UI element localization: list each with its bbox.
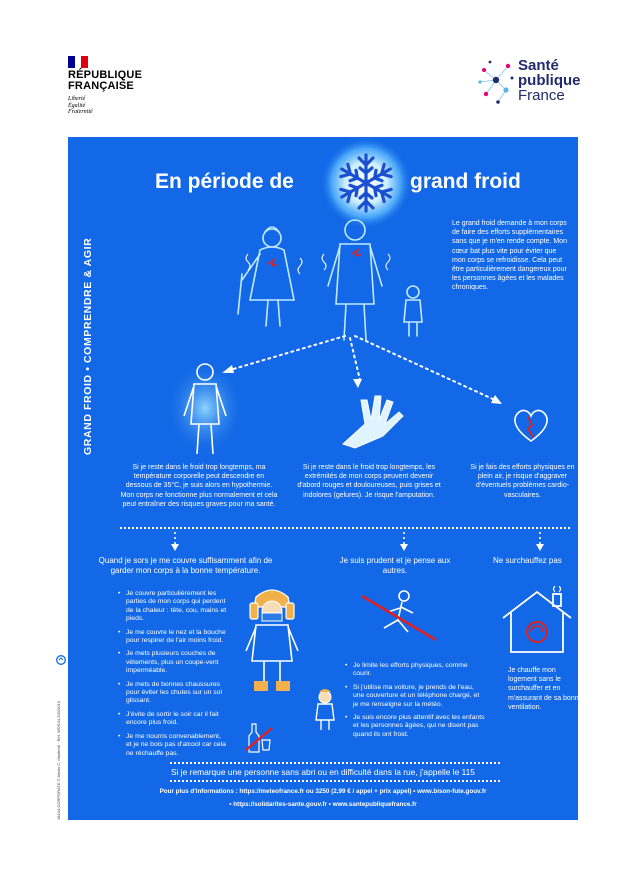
spf-line: publique: [518, 72, 581, 89]
dotted-divider: [170, 780, 500, 782]
child-illustration: [310, 688, 340, 732]
dotted-divider: [120, 527, 570, 529]
republic-name: [68, 70, 142, 92]
heading-prudent: Je suis prudent et je pense aux autres.: [339, 556, 451, 575]
heating-text: Je chauffe mon logement sans le surchauffer et en m'assurant de sa bonne ventilation.: [508, 667, 583, 711]
spf-line: France: [518, 87, 565, 104]
list-item: • J'évite de sortir le soir car il fait encore plus froid.: [118, 711, 228, 728]
heading-heating: Ne surchauffez pas: [493, 556, 562, 565]
intro-text: Le grand froid demande à mon corps de faire des efforts supplémentaires sans que je m'en rende compte. Mon cœur bat plus vite pour éviter que mon corps se refroidisse. Cela peut être particulièrement dangereux pour les personnes âgées et les malades chroniques.: [452, 220, 567, 292]
side-title: [82, 210, 100, 455]
credits-text: 18104-CORPORATE © Alexis C. Manfredi · Réf. WOS44-2002/010: [56, 701, 61, 820]
side-title-text: GRAND FROID • COMPRENDRE & AGIR: [82, 237, 94, 455]
french-flag-icon: [68, 56, 88, 68]
republic-name-line: FRANÇAISE: [68, 80, 134, 92]
spf-wordmark: [518, 58, 581, 103]
republic-motto: [68, 96, 93, 116]
footer-info: Pour plus d'informations : https://meteofrance.fr ou 3250 (2,99 € / appel + prix appel) • www.bison-fute.gouv.fr: [159, 788, 487, 795]
list-item: • Je couvre particulièrement les parties de mon corps qui perdent de la chaleur : tête, cou, mains et pieds.: [118, 590, 228, 624]
motto-line: Liberté: [68, 96, 86, 102]
credits: [56, 620, 66, 820]
republic-name-line: RÉPUBLIQUE: [68, 69, 143, 81]
list-item: • Je me nourris convenablement, et je ne bois pas d'alcool car cela ne réchauffe pas.: [118, 733, 228, 758]
list-item: • Je limite les efforts physiques, comme courir.: [345, 662, 485, 679]
republique-francaise-logo: [68, 56, 148, 118]
no-alcohol-icon: [244, 720, 274, 754]
down-arrows: [170, 530, 590, 552]
list-item: • Je mets de bonnes chaussures pour éviter les chutes sur un sol glissant.: [118, 681, 228, 706]
list-item: • Je suis encore plus attentif avec les enfants et les personnes âgées, qui ne disent pas quand ils ont froid.: [345, 714, 485, 739]
spf-line: Santé: [518, 57, 559, 74]
dress-list: [118, 590, 228, 763]
no-running-icon: [360, 588, 440, 648]
motto-line: Fraternité: [68, 109, 93, 115]
sante-publique-france-logo: [476, 54, 586, 114]
motto-line: Égalité: [68, 102, 86, 109]
frostbite-hand-icon: [335, 390, 415, 450]
consequence-frostbite: Si je reste dans le froid trop longtemps, les extrémités de mon corps peuvent devenir d'abord rouges et douloureuses, puis grises et indolores (gelures). Je risque l'amputation.: [297, 464, 441, 499]
consequence-hypothermia: Si je reste dans le froid trop longtemps, ma température corporelle peut descendre en dessous de 35°C, je suis alors en hypothermie. Mon corps ne fonctionne plus normalement et cela peut entraîner des risques graves pour ma santé.: [120, 464, 278, 508]
list-item: • Je me couvre le nez et la bouche pour respirer de l'air moins froid.: [118, 629, 228, 646]
title-right: grand froid: [410, 170, 521, 193]
consequence-cardio: Si je fais des efforts physiques en plein air, je risque d'aggraver d'éventuels problèmes cardio-vasculaires.: [470, 464, 575, 499]
footer-links: • https://solidarites-sante.gouv.fr • www.santepubliquefrance.fr: [229, 801, 417, 808]
family-illustration: [220, 214, 430, 344]
hypothermia-illustration: [160, 358, 250, 458]
heart-icon: [510, 405, 552, 445]
list-item: • Je mets plusieurs couches de vêtements, plus un coupe-vent imperméable.: [118, 650, 228, 675]
dotted-divider: [170, 762, 500, 764]
footer-alert: Si je remarque une personne sans abri ou en difficulté dans la rue, j'appelle le 115: [171, 767, 475, 777]
heading-dress: Quand je sors je me couvre suffisamment afin de garder mon corps à la bonne température.: [98, 556, 273, 575]
title-left: En période de: [155, 170, 294, 193]
list-item: • Si j'utilise ma voiture, je prends de l'eau, une couverture et un téléphone chargé, et je me renseigne sur la météo.: [345, 684, 485, 709]
dressed-person-illustration: [232, 585, 312, 695]
spf-network-icon: [476, 54, 516, 114]
house-heating-icon: [497, 586, 577, 656]
prudent-list: [345, 662, 485, 744]
